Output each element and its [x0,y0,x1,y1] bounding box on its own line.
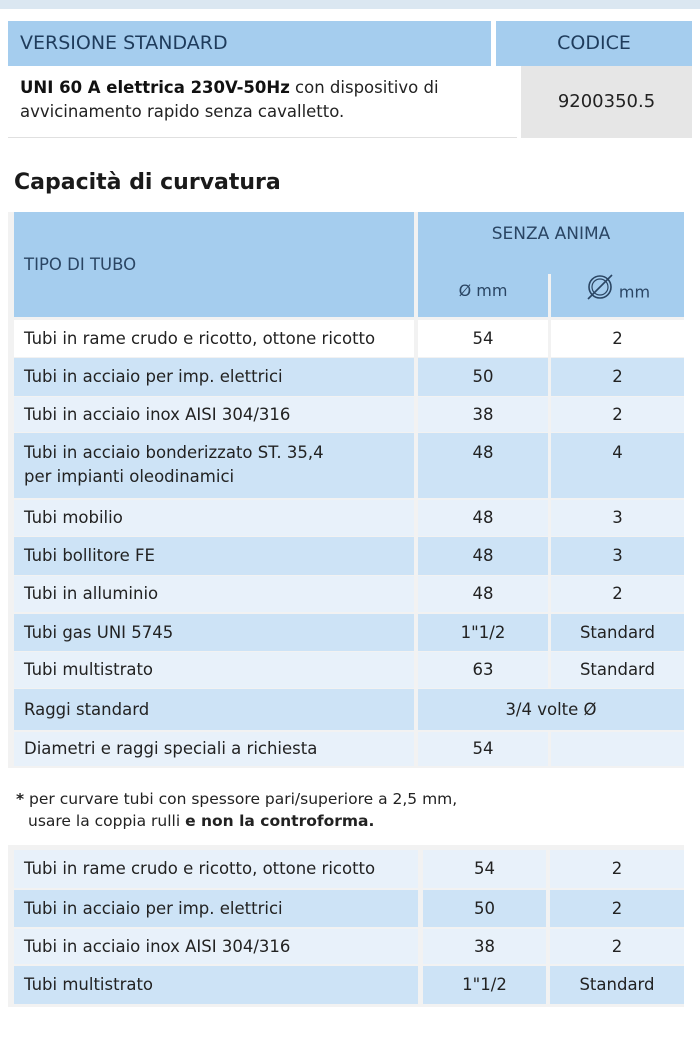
row2-tube-type: Tubi in acciaio inox AISI 304/316 [14,929,418,964]
row-thickness: 4 [551,433,684,498]
row-merged-value: 3/4 volte Ø [418,689,684,730]
tube-type-text: Tubi in rame crudo e ricotto, ottone ricotto [24,329,376,348]
row2-thickness: 2 [550,850,684,888]
row2-diameter: 54 [423,850,546,888]
row-thickness [551,732,684,766]
row-tube-type [14,614,414,651]
col-header-diameter [418,274,548,317]
tube-type-text: Diametri e raggi speciali a richiesta [24,739,318,758]
footnote-line2-bold: e non la controforma. [185,812,375,830]
pipe-thickness-icon [585,274,615,312]
tube-type-text: Tubi in acciaio per imp. elettrici [24,367,283,386]
row-tube-type [14,320,414,357]
row-diameter: 48 [418,537,548,575]
tube-type-text: Tubi in acciaio bonderizzato ST. 35,4 [24,443,324,462]
tube-type-text: Tubi in acciaio inox AISI 304/316 [24,405,291,424]
row-tube-type [14,358,414,396]
row-tube-type [14,576,414,612]
tube-type-text: Tubi mobilio [24,508,123,527]
row2-tube-type: Tubi in rame crudo e ricotto, ottone ricotto [14,850,418,888]
row-thickness: 3 [551,500,684,536]
col-header-tube-type [14,212,414,317]
row-diameter: 1"1/2 [418,614,548,651]
row2-thickness: 2 [550,929,684,964]
row-thickness: Standard [551,614,684,651]
row2-thickness: 2 [550,890,684,927]
col-header-tube-type-label: TIPO DI TUBO [24,255,137,274]
row-thickness: 2 [551,320,684,357]
tube-type-text: Raggi standard [24,700,150,719]
footnote-line2: usare la coppia rulli [28,812,186,830]
col-header-thickness-label: mm [618,282,651,302]
tube-type-text: Tubi multistrato [24,660,154,679]
col-header-thickness [551,274,684,317]
footnote-star: * [16,790,25,808]
row-diameter: 48 [418,500,548,536]
footnote-line1: per curvare tubi con spessore pari/superiore a 2,5 mm, [29,790,458,808]
top-band [0,0,700,9]
row2-diameter: 1"1/2 [423,966,546,1004]
row2-tube-type: Tubi in acciaio per imp. elettrici [14,890,418,927]
row2-diameter: 50 [423,890,546,927]
row-thickness: 3 [551,537,684,575]
row-tube-type [14,397,414,432]
row-diameter: 48 [418,433,548,498]
row2-tube-type: Tubi multistrato [14,966,418,1004]
row-tube-type [14,689,414,730]
row-thickness: 2 [551,576,684,612]
tube-type-text: Tubi in alluminio [24,584,159,603]
row-tube-type [14,732,414,766]
row-thickness: Standard [551,652,684,688]
row-thickness: 2 [551,397,684,432]
row-diameter: 38 [418,397,548,432]
col-header-group [418,212,684,274]
row2-diameter: 38 [423,929,546,964]
tube-type-text: Tubi gas UNI 5745 [24,623,174,642]
row-diameter: 54 [418,732,548,766]
row-diameter: 54 [418,320,548,357]
section-title: Capacità di curvatura [14,170,281,195]
tube-type-text: Tubi bollitore FE [24,546,155,565]
row-tube-type [14,433,414,498]
product-details: con dispositivo di avvicinamento rapido senza cavalletto. [20,78,439,121]
row-tube-type [14,537,414,575]
col-header-diameter-label: Ø mm [458,281,508,300]
row-thickness: 2 [551,358,684,396]
col-header-group-label: SENZA ANIMA [491,224,611,244]
row-diameter: 48 [418,576,548,612]
row-tube-type [14,500,414,536]
row-tube-type [14,652,414,688]
product-code: 9200350.5 [521,66,692,138]
row-diameter: 50 [418,358,548,396]
tube-type-text-line2: per impianti oleodinamici [24,467,235,486]
product-name: UNI 60 A elettrica 230V-50Hz [20,78,290,97]
header-code-label: CODICE [496,21,692,66]
header-version-label: VERSIONE STANDARD [8,21,491,66]
row-diameter: 63 [418,652,548,688]
footnote [16,788,457,832]
product-description [8,66,517,138]
row2-thickness: Standard [550,966,684,1004]
